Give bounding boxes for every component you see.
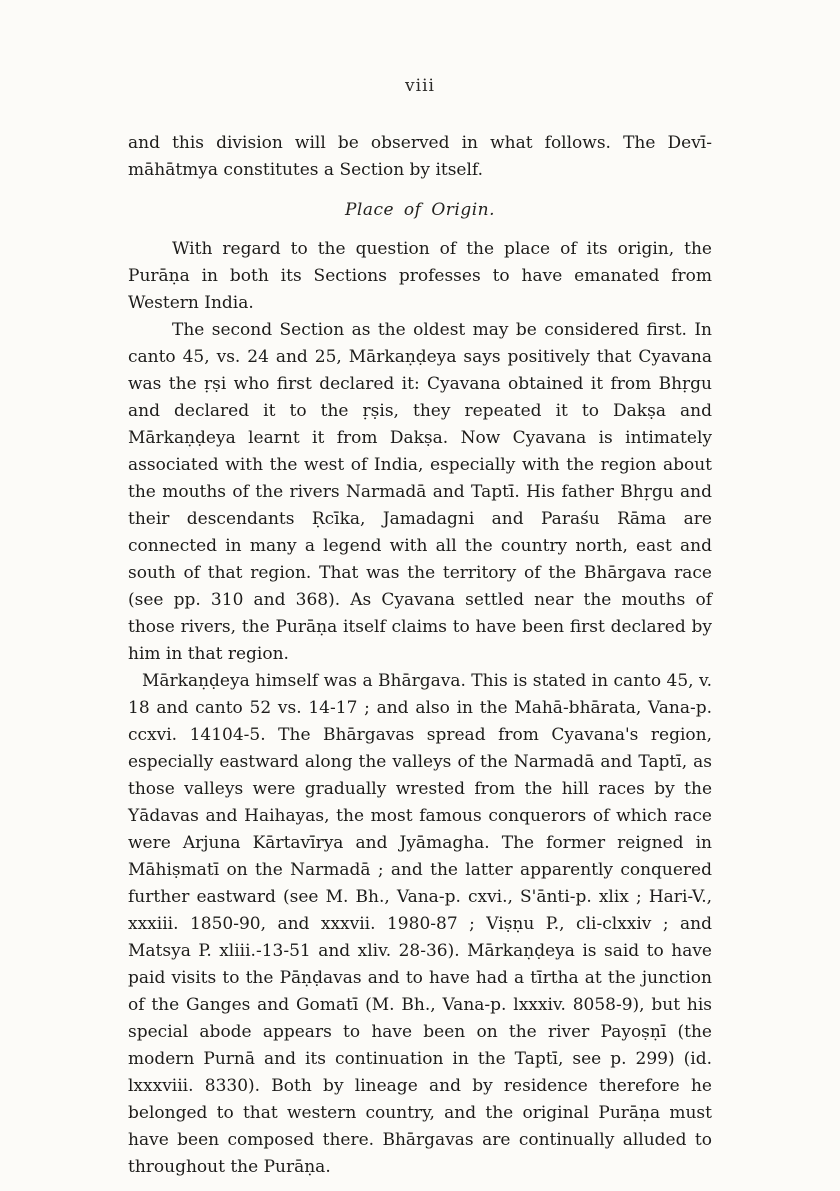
page-number: viii — [405, 76, 435, 96]
page-text-column — [128, 130, 712, 1181]
section-heading: Place of Origin. — [344, 200, 496, 220]
body-paragraph: The second Section as the oldest may be considered first. In canto 45, vs. 24 and 25, Mārkaṇḍeya says positively that Cyavana was the ṛṣi who first declared it: Cyavana obtained it from Bhṛgu and declared it to the ṛṣis, they repeated it to Dakṣa and Mārkaṇḍeya learnt it from Dakṣa. Now Cyavana is intimately associated with the west of India, especially with the region about the mouths of the rivers Narmadā and Taptī. His father Bhṛgu and their descendants Ṛcīka, Jamadagni and Paraśu Rāma are connected in many a legend with all the country north, east and south of that region. That was the territory of the Bhārgava race (see pp. 310 and 368). As Cyavana settled near the mouths of those rivers, the Purāṇa itself claims to have been first declared by him in that region. — [128, 320, 712, 664]
body-paragraph: Mārkaṇḍeya himself was a Bhārgava. This is stated in canto 45, v. 18 and canto 52 vs. 14-17 ; and also in the Mahā-bhārata, Vana-p. ccxvi. 14104-5. The Bhārgavas spread from Cyavana's region, especially eastward along the valleys of the Narmadā and Taptī, as those valleys were gradually wrested from the hill races by the Yādavas and Haihayas, the most famous conquerors of which race were Arjuna Kārtavīrya and Jyāmagha. The former reigned in Māhiṣmatī on the Narmadā ; and the latter apparently conquered further eastward (see M. Bh., Vana-p. cxvi., S'ānti-p. xlix ; Hari-V., xxxiii. 1850-90, and xxxvii. 1980-87 ; Viṣṇu P., cli-clxxiv ; and Matsya P. xliii.-13-51 and xliv. 28-36). Mārkaṇḍeya is said to have paid visits to the Pāṇḍavas and to have had a tīrtha at the junction of the Ganges and Gomatī (M. Bh., Vana-p. lxxxiv. 8058-9), but his special abode appears to have been on the river Payoṣṇī (the modern Purnā and its continuation in the Taptī, see p. 299) (id. lxxxviii. 8330). Both by lineage and by residence therefore he belonged to that western country, and the original Purāṇa must have been composed there. Bhārgavas are continually alluded to throughout the Purāṇa. — [128, 671, 712, 1177]
body-paragraph: With regard to the question of the place of its origin, the Purāṇa in both its Sections professes to have emanated from Western India. — [128, 239, 712, 313]
continuation-paragraph: and this division will be observed in what follows. The Devī-māhātmya constitutes a Section by itself. — [128, 133, 712, 180]
